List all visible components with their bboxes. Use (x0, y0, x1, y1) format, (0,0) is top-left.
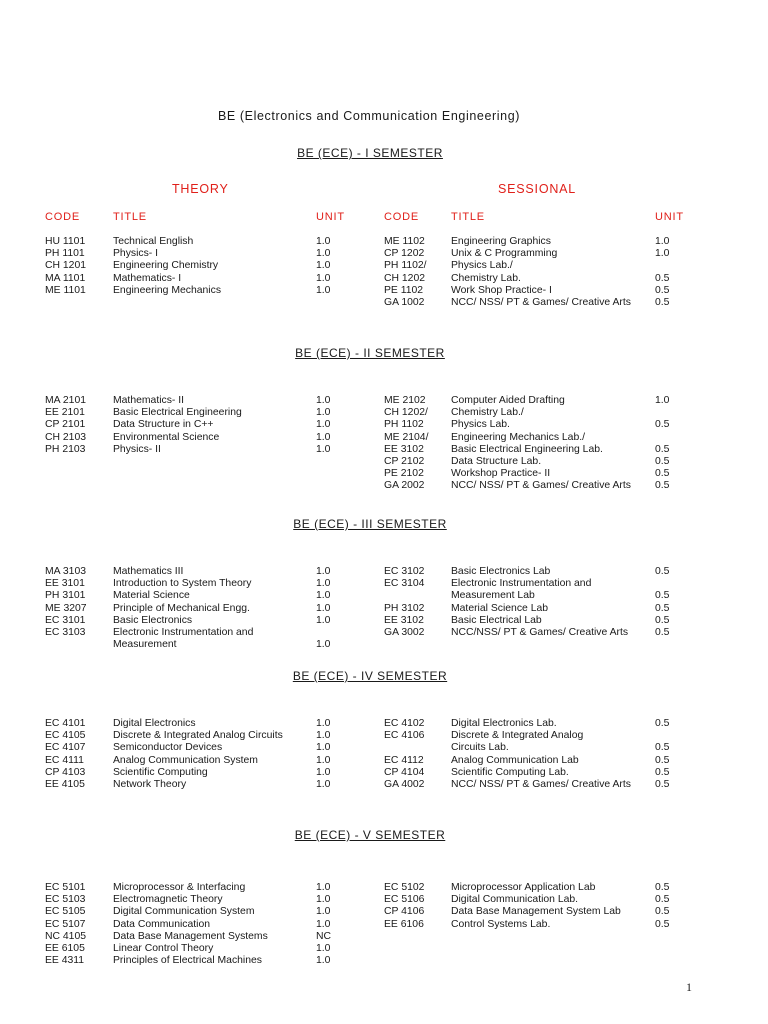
sessional-code: EC 5106 (384, 894, 425, 906)
col-header-sessional-code: CODE (384, 211, 419, 223)
sessional-code: EE 3102 (384, 614, 424, 626)
semester-heading-text: BE (ECE) - V SEMESTER (294, 828, 446, 842)
semester-heading (0, 346, 740, 360)
theory-code: ME 1101 (45, 284, 86, 296)
sessional-unit: 0.5 (655, 718, 670, 729)
sessional-heading: SESSIONAL (498, 182, 577, 196)
sessional-code: CP 4106 (384, 906, 425, 918)
sessional-unit: 0.5 (655, 779, 670, 790)
col-header-code: CODE (45, 211, 80, 223)
sessional-unit: 0.5 (655, 284, 670, 296)
theory-title: Mathematics- I (113, 272, 182, 284)
theory-title: Physics- II (113, 443, 161, 455)
table-row (0, 730, 768, 742)
table-row (0, 236, 768, 248)
sessional-code: EC 5102 (384, 882, 425, 893)
theory-code: HU 1101 (45, 236, 86, 247)
theory-title: Network Theory (113, 779, 187, 790)
theory-unit: 1.0 (316, 730, 331, 742)
col-header-title: TITLE (113, 211, 147, 223)
theory-code: EC 3103 (45, 627, 86, 638)
sessional-code: EC 4102 (384, 718, 425, 729)
sessional-code: EC 3102 (384, 566, 425, 577)
sessional-title: Material Science Lab (451, 602, 549, 614)
sessional-title: Physics Lab./ (451, 260, 513, 272)
table-row (0, 468, 768, 480)
sessional-unit: 0.5 (655, 754, 670, 766)
sessional-title: Workshop Practice- II (451, 468, 551, 480)
sessional-title: Chemistry Lab./ (451, 407, 524, 419)
sessional-unit: 0.5 (655, 918, 670, 930)
theory-heading: THEORY (172, 182, 229, 196)
theory-title: Analog Communication System (113, 754, 258, 766)
sessional-title: Unix & C Programming (451, 248, 558, 260)
theory-unit: 1.0 (316, 918, 331, 930)
theory-code: EC 4107 (45, 742, 86, 754)
sessional-unit: 0.5 (655, 566, 670, 577)
table-row (0, 590, 768, 602)
sessional-code: GA 1002 (384, 297, 425, 308)
sessional-code: ME 1102 (384, 236, 425, 247)
theory-unit: NC (316, 930, 332, 942)
theory-code: CP 4103 (45, 766, 86, 778)
theory-title: Material Science (113, 590, 190, 602)
sessional-title: Electronic Instrumentation and (451, 578, 592, 590)
sessional-unit: 0.5 (655, 906, 670, 918)
table-row (0, 248, 768, 260)
sessional-unit: 0.5 (655, 602, 670, 614)
theory-unit: 1.0 (316, 779, 331, 790)
theory-title: Engineering Mechanics (113, 284, 222, 296)
theory-title: Measurement (113, 639, 177, 651)
sessional-title: Basic Electrical Lab (451, 614, 542, 626)
theory-title: Microprocessor & Interfacing (113, 882, 246, 893)
sessional-code: ME 2104/ (384, 431, 429, 443)
theory-title: Linear Control Theory (113, 943, 214, 954)
sessional-title: Control Systems Lab. (451, 918, 551, 930)
theory-title: Principles of Electrical Machines (113, 955, 262, 967)
theory-title: Discrete & Integrated Analog Circuits (113, 730, 283, 742)
sessional-title: NCC/ NSS/ PT & Games/ Creative Arts (451, 480, 631, 492)
theory-code: EC 5105 (45, 906, 86, 918)
sessional-code: GA 3002 (384, 627, 425, 638)
sessional-title: NCC/ NSS/ PT & Games/ Creative Arts (451, 297, 631, 308)
sessional-title: Computer Aided Drafting (451, 395, 565, 406)
theory-code: MA 3103 (45, 566, 87, 577)
sessional-code: ME 2102 (384, 395, 426, 406)
table-row (0, 742, 768, 754)
sessional-title: Scientific Computing Lab. (451, 766, 569, 778)
sessional-code: EE 6106 (384, 918, 424, 930)
sessional-unit: 0.5 (655, 297, 670, 308)
theory-code: EE 3101 (45, 578, 85, 590)
sessional-title: Discrete & Integrated Analog (451, 730, 584, 742)
sessional-unit: 0.5 (655, 456, 670, 467)
sessional-title: Data Structure Lab. (451, 456, 542, 467)
theory-unit: 1.0 (316, 639, 331, 651)
theory-title: Scientific Computing (113, 766, 208, 778)
col-header-sessional-title: TITLE (451, 211, 485, 223)
theory-unit: 1.0 (316, 943, 331, 954)
semester-heading-text: BE (ECE) - IV SEMESTER (292, 669, 448, 683)
sessional-code: EC 3104 (384, 578, 425, 590)
sessional-unit: 0.5 (655, 742, 670, 754)
theory-unit: 1.0 (316, 906, 331, 918)
table-row (0, 627, 768, 639)
sessional-title: Basic Electronics Lab (451, 566, 551, 577)
theory-code: EC 3101 (45, 614, 86, 626)
table-row (0, 882, 768, 894)
theory-title: Data Structure in C++ (113, 419, 214, 431)
theory-code: EC 5101 (45, 882, 86, 893)
theory-unit: 1.0 (316, 718, 331, 729)
sessional-title: Basic Electrical Engineering Lab. (451, 443, 603, 455)
sessional-code: PH 3102 (384, 602, 425, 614)
theory-unit: 1.0 (316, 766, 331, 778)
theory-unit: 1.0 (316, 443, 331, 455)
sessional-title: Physics Lab. (451, 419, 510, 431)
sessional-unit: 0.5 (655, 627, 670, 638)
sessional-code: GA 4002 (384, 779, 425, 790)
semester-heading-text: BE (ECE) - III SEMESTER (293, 517, 447, 531)
theory-title: Semiconductor Devices (113, 742, 223, 754)
theory-unit: 1.0 (316, 395, 331, 406)
theory-code: EE 4105 (45, 779, 85, 790)
theory-title: Data Base Management Systems (113, 930, 268, 942)
theory-title: Principle of Mechanical Engg. (113, 602, 250, 614)
theory-title: Electronic Instrumentation and (113, 627, 254, 638)
theory-unit: 1.0 (316, 882, 331, 893)
theory-title: Physics- I (113, 248, 159, 260)
sessional-title: Microprocessor Application Lab (451, 882, 596, 893)
semester-heading (0, 669, 740, 683)
table-row (0, 419, 768, 431)
table-row (0, 566, 768, 578)
table-row (0, 603, 768, 615)
theory-code: EC 4111 (45, 754, 84, 766)
sessional-unit: 0.5 (655, 614, 670, 626)
sessional-unit: 0.5 (655, 894, 670, 906)
col-header-unit: UNIT (316, 211, 345, 223)
semester-heading (0, 828, 740, 842)
table-row (0, 480, 768, 492)
theory-code: EC 5107 (45, 918, 86, 930)
table-row (0, 639, 768, 651)
table-row (0, 432, 768, 444)
theory-code: CP 2101 (45, 419, 86, 431)
sessional-title: NCC/ NSS/ PT & Games/ Creative Arts (451, 779, 631, 790)
theory-code: MA 1101 (45, 272, 86, 284)
theory-title: Data Communication (113, 918, 211, 930)
theory-code: PH 1101 (45, 248, 85, 260)
sessional-unit: 0.5 (655, 468, 670, 480)
table-row (0, 943, 768, 955)
table-row (0, 894, 768, 906)
sessional-unit: 1.0 (655, 395, 670, 406)
table-row (0, 718, 768, 730)
theory-title: Basic Electrical Engineering (113, 407, 242, 419)
theory-unit: 1.0 (316, 742, 331, 754)
table-row (0, 456, 768, 468)
table-row (0, 755, 768, 767)
sessional-unit: 0.5 (655, 766, 670, 778)
theory-code: ME 3207 (45, 602, 87, 614)
theory-code: CH 2103 (45, 431, 87, 443)
table-row (0, 395, 768, 407)
sessional-unit: 0.5 (655, 272, 670, 284)
theory-code: EE 2101 (45, 407, 85, 419)
table-row (0, 919, 768, 931)
sessional-title: Measurement Lab (451, 590, 535, 602)
theory-unit: 1.0 (316, 236, 331, 247)
theory-code: EC 4105 (45, 730, 86, 742)
theory-unit: 1.0 (316, 407, 331, 419)
sessional-title: Circuits Lab. (451, 742, 509, 754)
theory-unit: 1.0 (316, 260, 331, 272)
theory-code: CH 1201 (45, 260, 87, 272)
sessional-unit: 1.0 (655, 236, 670, 247)
table-row (0, 955, 768, 967)
theory-code: PH 2103 (45, 443, 86, 455)
theory-title: Environmental Science (113, 431, 220, 443)
theory-code: EE 4311 (45, 955, 85, 967)
theory-unit: 1.0 (316, 248, 331, 260)
theory-code: EC 5103 (45, 894, 86, 906)
theory-unit: 1.0 (316, 754, 331, 766)
table-row (0, 273, 768, 285)
sessional-title: Data Base Management System Lab (451, 906, 621, 918)
theory-unit: 1.0 (316, 602, 331, 614)
theory-title: Digital Communication System (113, 906, 255, 918)
sessional-title: Work Shop Practice- I (451, 284, 552, 296)
sessional-title: Engineering Graphics (451, 236, 551, 247)
sessional-code: PE 2102 (384, 468, 424, 480)
theory-code: MA 2101 (45, 395, 87, 406)
theory-title: Mathematics- II (113, 395, 185, 406)
table-row (0, 615, 768, 627)
table-row (0, 931, 768, 943)
table-row (0, 285, 768, 297)
sessional-code: CH 1202/ (384, 407, 428, 419)
theory-unit: 1.0 (316, 419, 331, 431)
theory-unit: 1.0 (316, 431, 331, 443)
sessional-code: PH 1102/ (384, 260, 427, 272)
sessional-title: Digital Electronics Lab. (451, 718, 557, 729)
sessional-code: CP 4104 (384, 766, 425, 778)
semester-heading-text: BE (ECE) - II SEMESTER (295, 346, 445, 360)
table-row (0, 444, 768, 456)
sessional-code: EC 4112 (384, 754, 424, 766)
theory-unit: 1.0 (316, 578, 331, 590)
theory-title: Introduction to System Theory (113, 578, 252, 590)
sessional-title: Analog Communication Lab (451, 754, 579, 766)
semester-heading-text: BE (ECE) - I SEMESTER (297, 146, 443, 160)
theory-code: EE 6105 (45, 943, 85, 954)
sessional-unit: 0.5 (655, 443, 670, 455)
sessional-title: Engineering Mechanics Lab./ (451, 431, 586, 443)
semester-heading (0, 517, 740, 531)
table-row (0, 578, 768, 590)
theory-title: Technical English (113, 236, 194, 247)
theory-code: NC 4105 (45, 930, 87, 942)
sessional-unit: 0.5 (655, 480, 670, 492)
sessional-unit: 0.5 (655, 590, 670, 602)
theory-unit: 1.0 (316, 272, 331, 284)
sessional-code: EE 3102 (384, 443, 424, 455)
sessional-unit: 0.5 (655, 882, 670, 893)
sessional-unit: 0.5 (655, 419, 670, 431)
sessional-code: CH 1202 (384, 272, 426, 284)
sessional-title: Digital Communication Lab. (451, 894, 579, 906)
sessional-code: GA 2002 (384, 480, 425, 492)
table-row (0, 260, 768, 272)
theory-unit: 1.0 (316, 614, 331, 626)
theory-title: Basic Electronics (113, 614, 193, 626)
sessional-title: Chemistry Lab. (451, 272, 521, 284)
theory-unit: 1.0 (316, 566, 331, 577)
table-row (0, 906, 768, 918)
table-row (0, 767, 768, 779)
theory-code: EC 4101 (45, 718, 86, 729)
theory-code: PH 3101 (45, 590, 86, 602)
sessional-code: PH 1102 (384, 419, 424, 431)
col-header-sessional-unit: UNIT (655, 211, 684, 223)
theory-unit: 1.0 (316, 955, 331, 967)
theory-unit: 1.0 (316, 894, 331, 906)
theory-unit: 1.0 (316, 590, 331, 602)
sessional-code: CP 1202 (384, 248, 425, 260)
sessional-code: PE 1102 (384, 284, 424, 296)
table-row (0, 407, 768, 419)
theory-title: Electromagnetic Theory (113, 894, 223, 906)
theory-title: Digital Electronics (113, 718, 196, 729)
theory-title: Mathematics III (113, 566, 184, 577)
document-title: BE (Electronics and Communication Engineering) (217, 109, 521, 123)
sessional-code: EC 4106 (384, 730, 425, 742)
sessional-code: CP 2102 (384, 456, 425, 467)
theory-title: Engineering Chemistry (113, 260, 219, 272)
sessional-unit: 1.0 (655, 248, 670, 260)
table-row (0, 779, 768, 791)
sessional-title: NCC/NSS/ PT & Games/ Creative Arts (451, 627, 629, 638)
semester-heading (0, 146, 740, 160)
theory-unit: 1.0 (316, 284, 331, 296)
page-number: 1 (686, 980, 692, 994)
table-row (0, 297, 768, 309)
